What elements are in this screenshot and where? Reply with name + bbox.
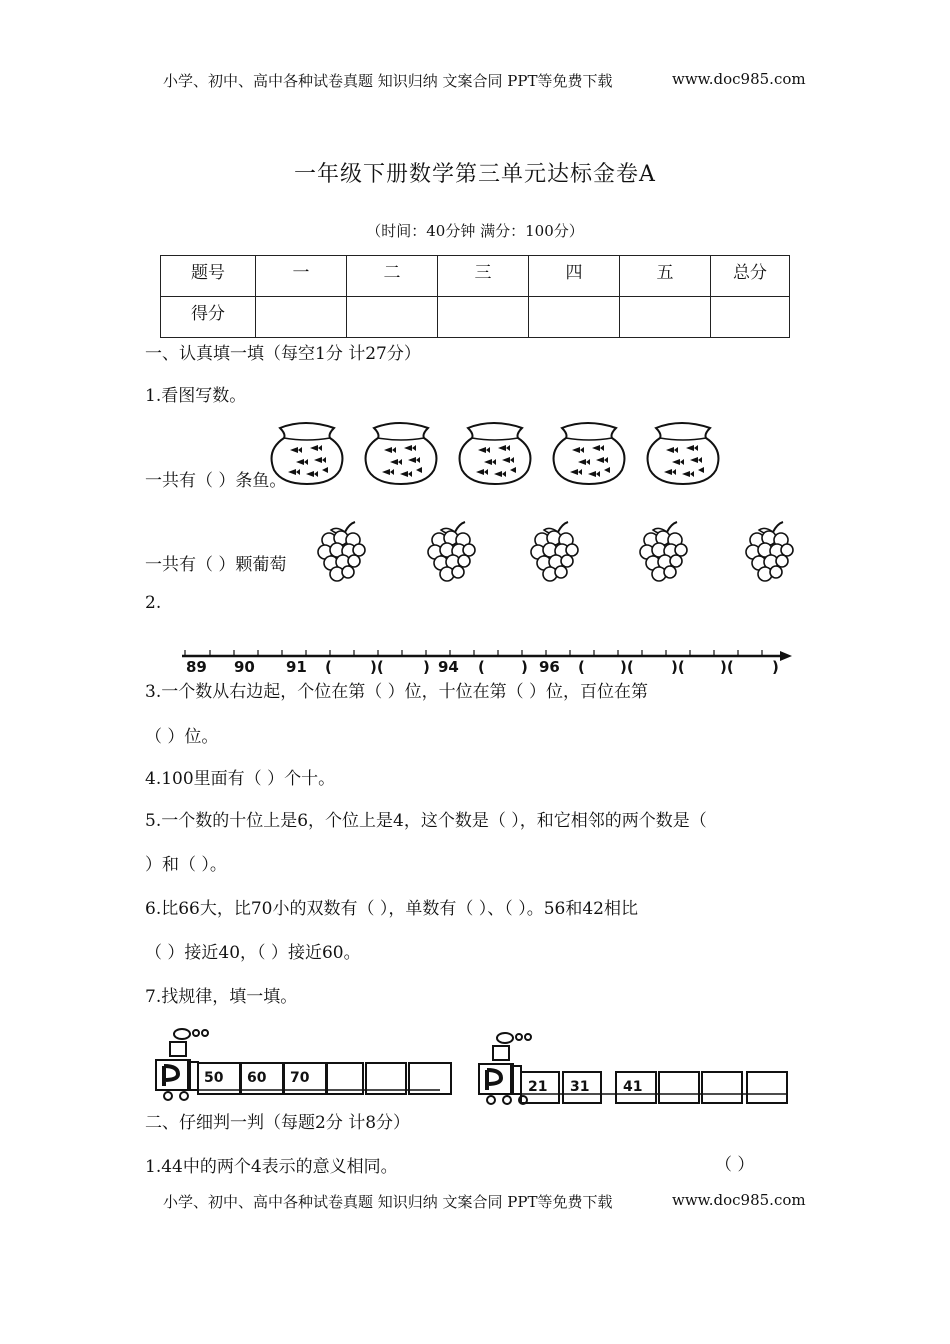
question-6-line-2: （ ）接近40，（ ）接近60。 [145, 943, 361, 963]
score-blank-cell[interactable] [438, 297, 529, 338]
question-7: 7.找规律，填一填。 [145, 987, 298, 1007]
fish-bowl-icon [460, 423, 531, 484]
header-site: www.doc985.com [672, 70, 806, 88]
fish-count-question: 一共有（ ）条鱼。 [145, 471, 287, 491]
grape-bunch-icon [531, 522, 578, 581]
score-blank-cell[interactable] [347, 297, 438, 338]
question-2: 2. [145, 593, 162, 613]
grape-bunch-icon [428, 522, 475, 581]
fish-bowls-illustration [260, 418, 730, 488]
section2-heading: 二、仔细判一判（每题2分 计8分） [145, 1113, 411, 1133]
section1-heading: 一、认真填一填（每空1分 计27分） [145, 344, 421, 364]
tick-label: )( [720, 658, 734, 676]
score-blank-cell[interactable] [711, 297, 790, 338]
question-5-line-2: ）和（ ）。 [145, 855, 227, 875]
train-car-number: 41 [623, 1079, 643, 1095]
tick-label: )( [370, 658, 384, 676]
train-car-blank[interactable] [746, 1071, 788, 1104]
tick-label: )( [671, 658, 685, 676]
train-car-number: 60 [247, 1070, 267, 1086]
tick-label: 90 [234, 658, 255, 676]
question-3-line-1: 3.一个数从右边起，个位在第（ ）位，十位在第（ ）位，百位在第 [145, 682, 649, 702]
score-cell: 总分 [711, 256, 790, 297]
tick-label: ( [578, 658, 585, 676]
fish-bowl-icon [366, 423, 437, 484]
score-blank-cell[interactable] [529, 297, 620, 338]
tick-label: 94 [438, 658, 459, 676]
tick-label: 91 [286, 658, 307, 676]
train-car-blank[interactable] [408, 1062, 452, 1095]
footer-site: www.doc985.com [672, 1191, 806, 1209]
question-3-line-2: （ ）位。 [145, 727, 219, 747]
tick-label: 89 [186, 658, 207, 676]
footer-text: 小学、初中、高中各种试卷真题 知识归纳 文案合同 PPT等免费下载 [163, 1193, 613, 1211]
page-title: 一年级下册数学第三单元达标金卷A [294, 162, 656, 187]
question-1: 1.看图写数。 [145, 386, 247, 406]
score-cell: 三 [438, 256, 529, 297]
score-table [160, 255, 790, 338]
tick-label: 96 [539, 658, 560, 676]
score-cell: 四 [529, 256, 620, 297]
grape-bunch-icon [640, 522, 687, 581]
fish-bowl-icon [648, 423, 719, 484]
tick-label: ( [478, 658, 485, 676]
grape-bunch-icon [318, 522, 365, 581]
score-cell: 一 [256, 256, 347, 297]
tick-label: ) [772, 658, 779, 676]
exam-info: （时间：40分钟 满分：100分） [366, 222, 584, 240]
score-cell: 题号 [161, 256, 256, 297]
number-line [178, 640, 798, 680]
tick-label: ) [423, 658, 430, 676]
score-blank-cell[interactable] [620, 297, 711, 338]
grapes-illustration [315, 518, 805, 588]
question-6-line-1: 6.比66大，比70小的双数有（ ），单数有（ ）、（ ）。56和42相比 [145, 899, 638, 919]
score-cell: 二 [347, 256, 438, 297]
answer-bracket[interactable]: （ ） [715, 1155, 755, 1175]
train-car-blank[interactable] [326, 1062, 364, 1095]
tick-label: )( [620, 658, 634, 676]
tick-label: ) [521, 658, 528, 676]
fish-bowl-icon [554, 423, 625, 484]
question-5-line-1: 5.一个数的十位上是6，个位上是4，这个数是（ ），和它相邻的两个数是（ [145, 811, 707, 831]
arrow-right-icon [780, 651, 792, 661]
train-car-number: 21 [528, 1079, 548, 1095]
score-blank-cell[interactable] [256, 297, 347, 338]
header-text: 小学、初中、高中各种试卷真题 知识归纳 文案合同 PPT等免费下载 [163, 72, 613, 90]
score-label-cell: 得分 [161, 297, 256, 338]
grape-count-question: 一共有（ ）颗葡萄 [145, 555, 287, 575]
score-table-score-row [161, 297, 790, 338]
question-4: 4.100里面有（ ）个十。 [145, 769, 336, 789]
train-car-number: 50 [204, 1070, 224, 1086]
grape-bunch-icon [746, 522, 793, 581]
train-car-blank[interactable] [658, 1071, 700, 1104]
score-table-header-row [161, 256, 790, 297]
train-car-blank[interactable] [365, 1062, 407, 1095]
train-car-number: 70 [290, 1070, 310, 1086]
score-cell: 五 [620, 256, 711, 297]
train-car-blank[interactable] [701, 1071, 743, 1104]
tick-label: ( [325, 658, 332, 676]
section2-question-1: 1.44中的两个4表示的意义相同。 [145, 1157, 398, 1177]
train-car-number: 31 [570, 1079, 590, 1095]
